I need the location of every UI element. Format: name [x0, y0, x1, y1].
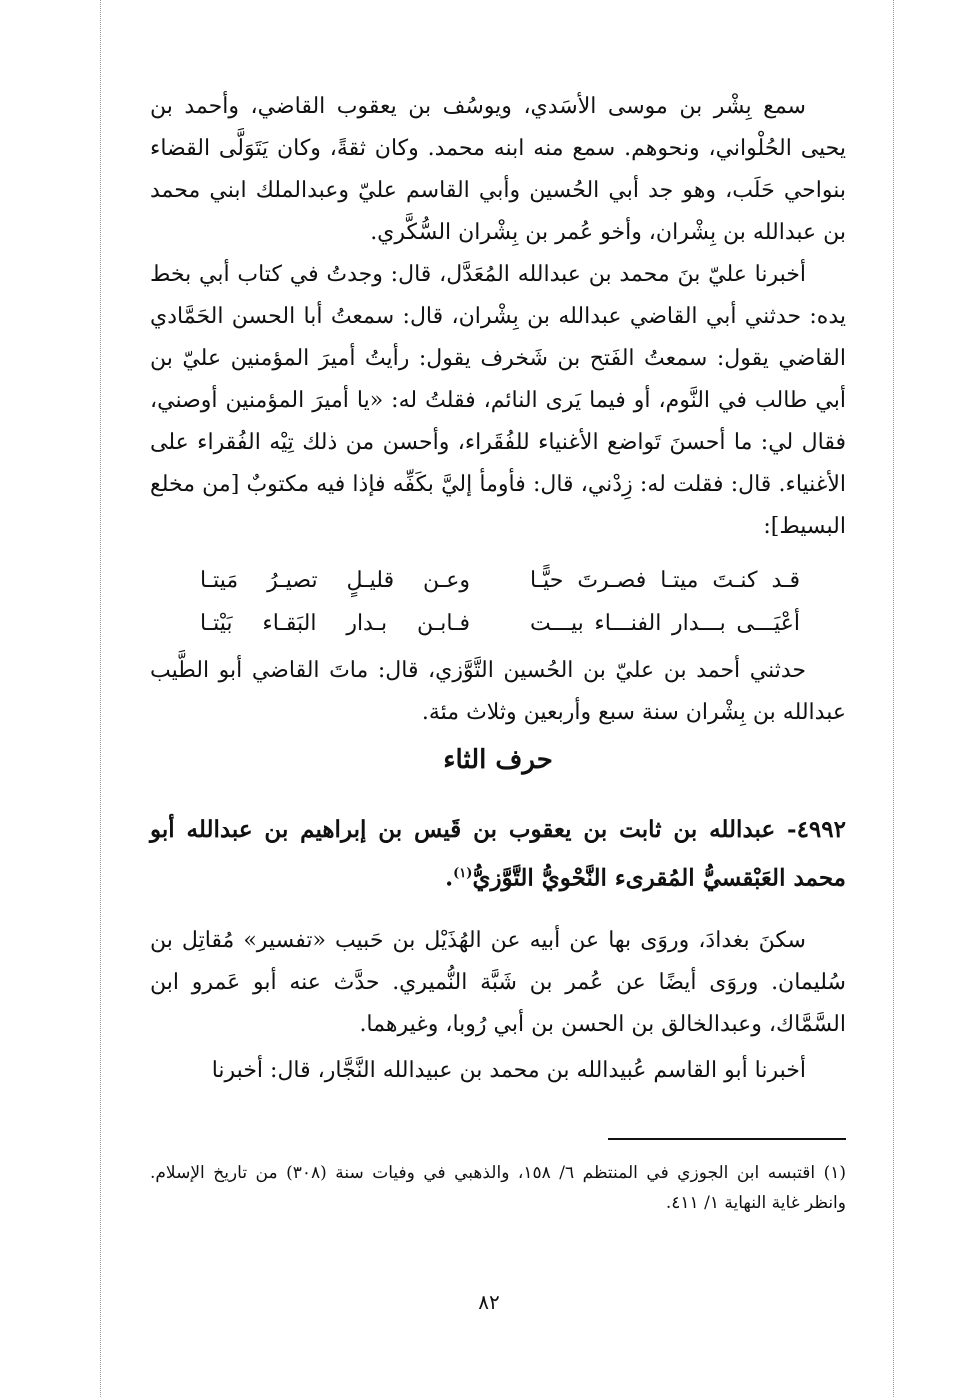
- paragraph-5: أخبرنا أبو القاسم عُبيدالله بن محمد بن عبيدالله النَّجَّار، قال: أخبرنا: [211, 1058, 806, 1083]
- verse-hemistich-first: قـد كنـتَ ميتـا فصـرتَ حيًّـا: [530, 568, 800, 593]
- entry-heading-text: ٤٩٩٢- عبدالله بن ثابت بن يعقوب بن قَيس بن إبراهيم بن عبدالله أبو محمد العَبْقسيُّ المُقرىء النَّحْويُّ التَّوَّزيُّ: [150, 816, 846, 892]
- paragraph-1: سمع بِشْر بن موسى الأسَدي، ويوسُف بن يعقوب القاضي، وأحمد بن يحيى الحُلْواني، ونحوهم. سمع منه ابنه محمد. وكان ثقةً، وكان يَتَوَلَّى القضاء بنواحي حَلَب، وهو جد أبي الحُسين وأبي القاسم عليّ وعبدالملك ابني محمد بن عبدالله بن بِشْران، وأخو عُمر بن بِشْران السُّكَّري.: [150, 94, 846, 245]
- entry-heading: ٤٩٩٢- عبدالله بن ثابت بن يعقوب بن قَيس بن إبراهيم بن عبدالله أبو محمد العَبْقسيُّ المُقرىء النَّحْويُّ التَّوَّزيُّ$^{(١)}$.: [150, 816, 846, 892]
- verse-line-1: [200, 560, 800, 602]
- footnote-separator: [608, 1138, 846, 1140]
- section-title: حرف الثاء: [443, 745, 553, 775]
- verse-hemistich-second: وعـن قليـلٍ تصيـرُ مَيتـا: [200, 568, 470, 593]
- paragraph-4: سكنَ بغدادَ، وروَى بها عن أبيه عن الهُذَيْل بن حَبيب «تفسير» مُقاتِل بن سُليمان. وروَى أيضًا عن عُمر بن شَبَّة النُّميري. حدَّث عنه أبو عَمرو ابن السَّمَّاك، وعبدالخالق بن الحسن بن أبي رُوبا، وغيرهما.: [150, 928, 846, 1037]
- page-edge-right: [893, 0, 894, 1397]
- verse-line-2: [200, 603, 800, 645]
- verse-hemistich-first: أعْيَـــى بـــدار الفنـــاء بيـــت: [530, 611, 800, 636]
- verse-hemistich-second: فـابـن بـدار البَقـاء بَيْتـا: [200, 611, 470, 636]
- page-edge-left: [100, 0, 101, 1397]
- paragraph-2: أخبرنا عليّ بنَ محمد بن عبدالله المُعَدَّل، قال: وجدتُ في كتاب أبي بخط يده: حدثني أبي القاضي عبدالله بن بِشْران، قال: سمعتُ أبا الحسن الحَمَّادي القاضي يقول: سمعتُ الفَتح بن شَخرف يقول: رأيتُ أميرَ المؤمنين عليّ بن أبي طالب في النَّوم، أو فيما يَرى النائم، فقلتُ له: «يا أميرَ المؤمنين أوصني، فقال لي: ما أحسنَ تَواضع الأغنياء للفُقَراء، وأحسن من ذلك تِيْه الفُقراء على الأغنياء. قال: فقلت له: زِدْني، قال: فأومأ إليَّ بكَفِّه فإذا فيه مكتوبٌ [من مخلع البسيط]:: [150, 262, 846, 539]
- footnote: (١) اقتبسه ابن الجوزي في المنتظم ٦/ ١٥٨، والذهبي في وفيات سنة (٣٠٨) من تاريخ الإسلام. وانظر غاية النهاية ١/ ٤١١.: [150, 1163, 847, 1213]
- page-number: ٨٢: [478, 1290, 500, 1314]
- paragraph-3: حدثني أحمد بن عليّ بن الحُسين التَّوَّزي، قال: ماتَ القاضي أبو الطَّيب عبدالله بن بِشْران سنة سبع وأربعين وثلاث مئة.: [150, 658, 846, 725]
- footnote-marker: (١): [453, 866, 473, 881]
